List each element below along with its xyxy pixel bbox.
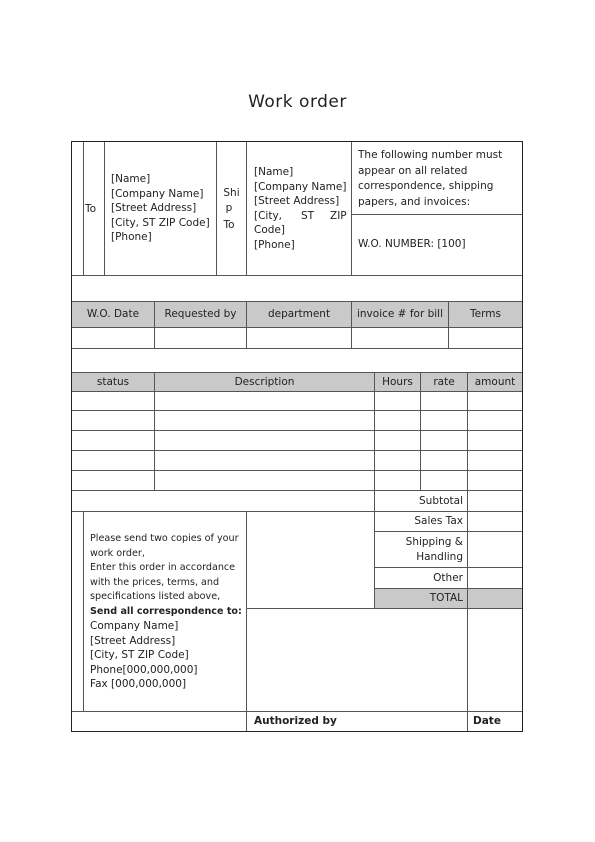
address-line: Company Name] bbox=[90, 620, 179, 632]
to-line: [Name] bbox=[111, 173, 151, 185]
rule bbox=[375, 531, 522, 532]
notice-line: appear on all related bbox=[358, 164, 468, 177]
send-correspondence-label: Send all correspondence to: bbox=[90, 605, 242, 617]
instruction-line: with the prices, terms, and bbox=[90, 576, 220, 588]
instruction-line: Please send two copies of your bbox=[90, 533, 239, 544]
col-header: Terms bbox=[470, 308, 501, 320]
rule bbox=[72, 391, 522, 392]
to-line: [Street Address] bbox=[111, 202, 197, 214]
rule bbox=[72, 490, 522, 491]
instruction-line: work order, bbox=[90, 547, 145, 559]
col-header: amount bbox=[474, 376, 516, 388]
shipping-label: Shipping & bbox=[405, 536, 463, 548]
address-line: [City, ST ZIP Code] bbox=[90, 649, 189, 661]
rule bbox=[351, 214, 522, 215]
notice-line: correspondence, shipping bbox=[358, 180, 494, 192]
rule bbox=[246, 142, 247, 275]
rule bbox=[467, 372, 468, 731]
rule bbox=[72, 711, 522, 712]
ship-line: [Name] bbox=[254, 166, 294, 178]
ship-line: [Company Name] bbox=[254, 180, 347, 193]
ship-line: ST bbox=[301, 209, 315, 222]
rule bbox=[72, 301, 522, 302]
wo-number: W.O. NUMBER: [100] bbox=[358, 238, 466, 250]
sales-tax-label: Sales Tax bbox=[414, 515, 463, 527]
rule bbox=[72, 511, 522, 512]
rule bbox=[72, 450, 522, 451]
notice-line: The following number must bbox=[358, 149, 503, 161]
address-line: [Street Address] bbox=[90, 634, 176, 647]
col-header: W.O. Date bbox=[86, 308, 140, 320]
col-header: Description bbox=[234, 376, 295, 388]
ship-to-label: To bbox=[223, 219, 235, 231]
col-header: Hours bbox=[382, 376, 413, 388]
rule bbox=[154, 372, 155, 490]
ship-line: [Street Address] bbox=[254, 195, 340, 207]
subtotal-label: Subtotal bbox=[419, 495, 463, 507]
rule bbox=[72, 327, 522, 328]
ship-line: ZIP bbox=[330, 209, 347, 222]
total-label: TOTAL bbox=[429, 592, 463, 604]
rule bbox=[83, 142, 84, 275]
rule bbox=[72, 410, 522, 411]
ship-line: [Phone] bbox=[254, 238, 295, 251]
rule bbox=[374, 372, 375, 511]
ship-line: [City, bbox=[254, 209, 283, 222]
rule bbox=[351, 142, 352, 275]
rule bbox=[420, 372, 421, 490]
rule bbox=[72, 275, 522, 276]
ship-to-label: Shi bbox=[223, 187, 240, 199]
to-line: [City, ST ZIP Code] bbox=[111, 216, 210, 229]
rule bbox=[72, 430, 522, 431]
ship-to-label: p bbox=[225, 202, 233, 214]
ship-line: Code] bbox=[254, 224, 285, 236]
rule bbox=[72, 348, 522, 349]
col-header: invoice # for bill bbox=[356, 308, 444, 320]
rule bbox=[83, 511, 84, 711]
col-header: department bbox=[267, 308, 331, 320]
instruction-line: Enter this order in accordance bbox=[90, 562, 236, 573]
rule bbox=[72, 372, 522, 373]
rule bbox=[104, 142, 105, 275]
address-line: Phone[000,000,000] bbox=[90, 663, 198, 676]
col-header: rate bbox=[433, 376, 455, 388]
rule bbox=[246, 511, 247, 731]
shipping-label: Handling bbox=[416, 551, 463, 563]
notice-line: papers, and invoices: bbox=[358, 195, 471, 208]
rule bbox=[375, 588, 522, 589]
instruction-line: specifications listed above, bbox=[90, 591, 221, 602]
page-title: Work order bbox=[248, 92, 347, 112]
col-header: Requested by bbox=[164, 308, 237, 320]
address-line: Fax [000,000,000] bbox=[90, 678, 187, 690]
date-label: Date bbox=[473, 715, 501, 727]
authorized-by-label: Authorized by bbox=[254, 715, 337, 727]
to-label: To bbox=[85, 203, 97, 215]
col-header: status bbox=[96, 376, 130, 388]
rule bbox=[247, 608, 522, 609]
to-line: [Phone] bbox=[111, 231, 152, 243]
other-label: Other bbox=[433, 572, 463, 584]
to-line: [Company Name] bbox=[111, 187, 204, 200]
rule bbox=[375, 567, 522, 568]
rule bbox=[72, 470, 522, 471]
